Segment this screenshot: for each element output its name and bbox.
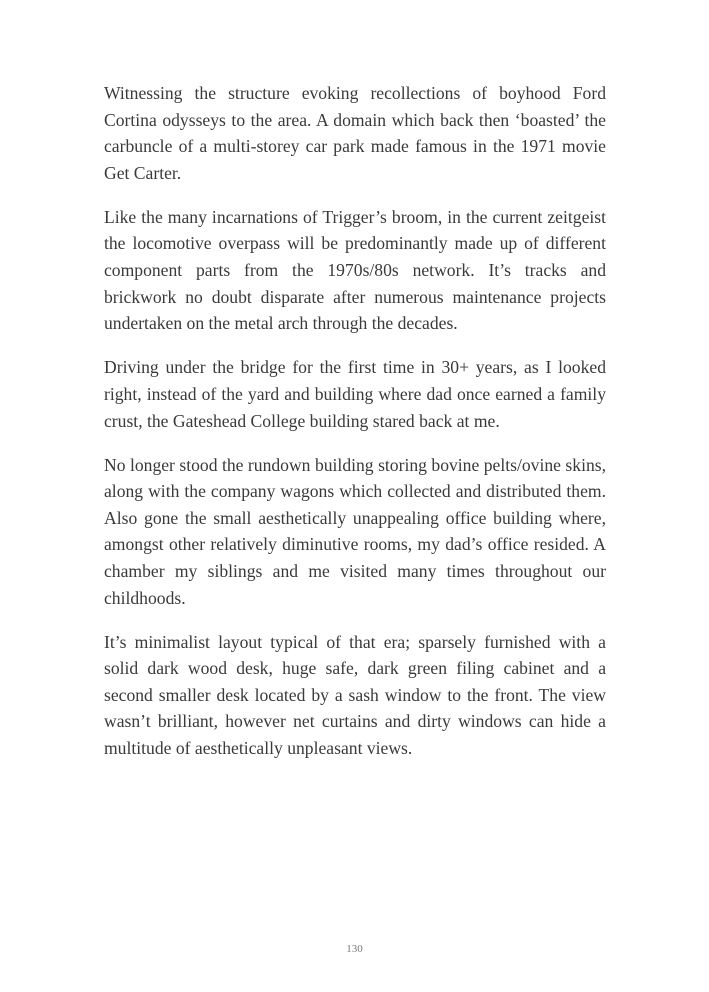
paragraph-1: Witnessing the structure evoking recollections of boyhood Ford Cortina odysseys to the area. A domain which back then ‘boasted’ the carbuncle of a multi-storey car park made famous in the 1971 movie Get Carter. [104,83,606,183]
body-text [104,80,606,779]
page-number: 130 [346,943,363,955]
paragraph-3: Driving under the bridge for the first time in 30+ years, as I looked right, instead of the yard and building where dad once earned a family crust, the Gateshead College building stared back at me. [104,357,606,431]
paragraph-5: It’s minimalist layout typical of that era; sparsely furnished with a solid dark wood desk, huge safe, dark green filing cabinet and a second smaller desk located by a sash window to the front. The view wasn’t brilliant, however net curtains and dirty windows can hide a multitude of aesthetically unpleasant views. [104,631,606,759]
paragraph-4: No longer stood the rundown building storing bovine pelts/ovine skins, along with the company wagons which collected and distributed them. Also gone the small aesthetically unappealing office building where, amongst other relatively diminutive rooms, my dad’s office resided. A chamber my siblings and me visited many times throughout our childhoods. [104,454,606,608]
paragraph-2: Like the many incarnations of Trigger’s broom, in the current zeitgeist the locomotive overpass will be predominantly made up of different component parts from the 1970s/80s network. It’s tracks and brickwork no doubt disparate after numerous maintenance projects undertaken on the metal arch through the decades. [104,206,606,334]
